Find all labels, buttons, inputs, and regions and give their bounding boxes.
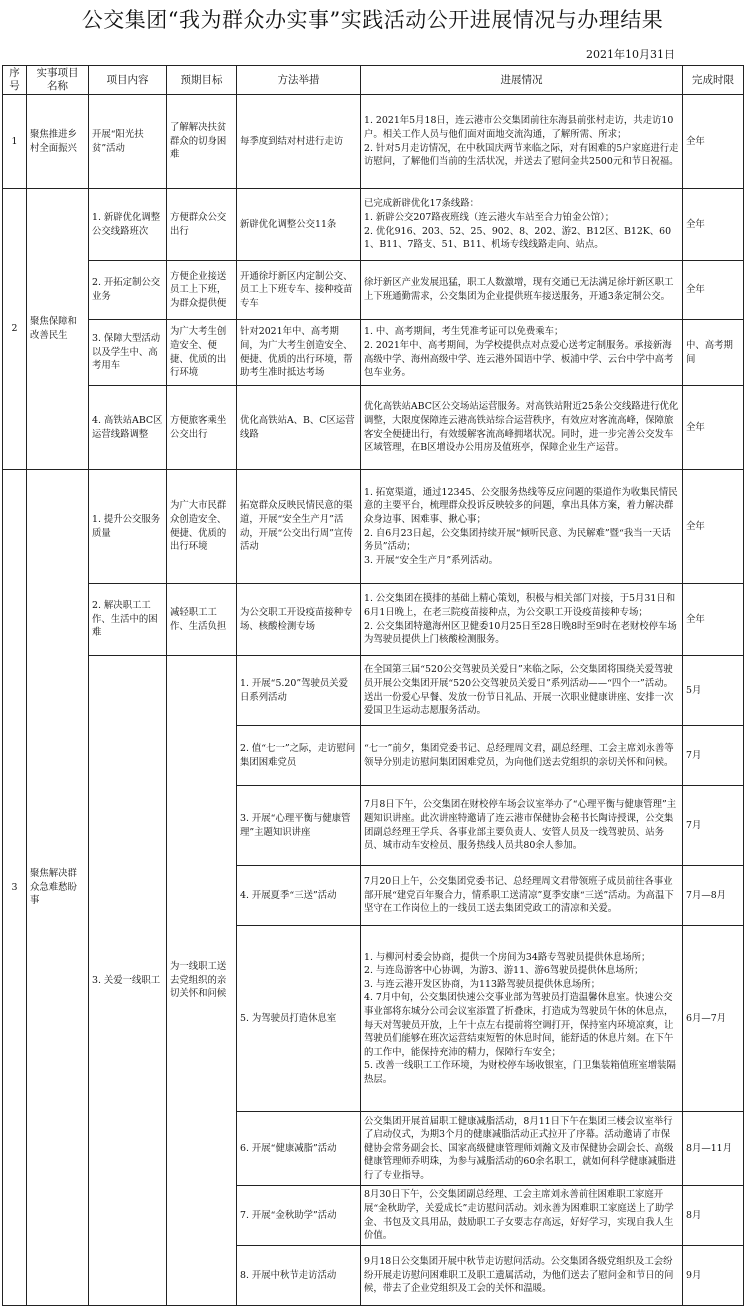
project-method: 3. 开展“心理平衡与健康管理”主题知识讲座 [237,786,361,866]
table-row [3,261,744,320]
header-progress: 进展情况 [361,66,683,95]
project-content: 4. 高铁站ABC区运营线路调整 [89,386,167,470]
header-row [3,66,744,95]
project-progress: 1. 公交集团在摸排的基础上精心策划，积极与相关部门对接，于5月31日和6月1日晚上，在老三院疫苗接种点，为公交职工开设疫苗接种专场； 2. 公交集团特邀海州区卫健委10月25日至28日晚8时至9时在老财校停车场为驾驶员提供上门核酸检测服务。 [361,584,683,656]
project-method: 7. 开展“金秋助学”活动 [237,1186,361,1246]
project-progress: 1. 拓宽渠道，通过12345、公交服务热线等反应问题的渠道作为收集民情民意的主要平台，梳理群众投诉反映较多的问题，拿出具体方案，着力解决群众身边事、困难事、揪心事； 2. 自6月23日起，公交集团持续开展“倾听民意、为民解难”暨“我当一天话务员”活动； 3. 开展“安全生产月”系列活动。 [361,470,683,584]
project-goal: 了解解决扶贫群众的切身困难 [167,95,237,189]
project-goal: 为广大市民群众创造安全、便捷、优质的出行环境 [167,470,237,584]
project-method: 6. 开展“健康减脂”活动 [237,1112,361,1186]
project-method: 5. 为驾驶员打造休息室 [237,926,361,1112]
project-method: 针对2021年中、高考期间，为广大考生创造安全、便捷、优质的出行环境，帮助考生准时抵达考场 [237,320,361,386]
document-date: 2021年10月31日 [586,48,675,61]
progress-table [2,65,744,1306]
project-deadline: 中、高考期间 [683,320,744,386]
project-method: 优化高铁站A、B、C区运营线路 [237,386,361,470]
project-method: 1. 开展“5.20”驾驶员关爱日系列活动 [237,656,361,726]
project-name: 聚焦推进乡村全面振兴 [27,95,89,189]
header-content: 项目内容 [89,66,167,95]
project-progress: 7月20日上午，公交集团党委书记、总经理周文君带领班子成员前往各事业部开展“建党百年聚合力，情系职工送清凉”夏季安康“三送”活动。为高温下坚守在工作岗位上的一线员工送去集团党政工的清凉和关爱。 [361,866,683,926]
project-deadline: 9月 [683,1246,744,1306]
table-row [3,95,744,189]
header-method: 方法举措 [237,66,361,95]
table-row [3,656,744,726]
project-deadline: 全年 [683,386,744,470]
project-deadline: 全年 [683,584,744,656]
project-goal: 减轻职工工作、生活负担 [167,584,237,656]
project-deadline: 全年 [683,470,744,584]
project-deadline: 7月—8月 [683,866,744,926]
project-method: 2. 值“七一”之际，走访慰问集团困难党员 [237,726,361,786]
project-progress: 9月18日公交集团开展中秋节走访慰问活动。公交集团各级党组织及工会纷纷开展走访慰问困难职工及职工遗属活动，为他们送去了慰问金和节日的问候，带去了企业党组织及工会的关怀和温暖。 [361,1246,683,1306]
project-progress: 已完成新辟优化17条线路： 1. 新辟公交207路夜班线（连云港火车站至合力铂金公馆）； 2. 优化916、203、52、25、902、8、202、游2、B12区、B12K、601、B11、7路支、51、B11、机场专线线路走向、站点。 [361,189,683,261]
project-progress: 公交集团开展首届职工健康减脂活动，8月11日下午在集团三楼会议室举行了启动仪式，为期3个月的健康减脂活动正式拉开了序幕。活动邀请了市保健协会常务副会长、国家高级健康管理师刘瀚文及市保健协会副会长、高级健康管理师乔明珠，为参与减脂活动的60余名职工，就如何科学健康减脂进行了专业指导。 [361,1112,683,1186]
project-progress: “七一”前夕，集团党委书记、总经理周文君，副总经理、工会主席刘永善等领导分别走访慰问集团困难党员，为向他们送去党组织的亲切关怀和问候。 [361,726,683,786]
project-content: 1. 新辟优化调整公交线路班次 [89,189,167,261]
project-progress: 1. 中、高考期间，考生凭准考证可以免费乘车； 2. 2021年中、高考期间，为学校提供点对点爱心送考定制服务。承接新海高级中学、海州高级中学、连云港外国语中学、板浦中学、云台中学中高考包车业务。 [361,320,683,386]
table-row [3,584,744,656]
project-progress: 在全国第三届“520公交驾驶员关爱日”来临之际，公交集团将围绕关爱驾驶员开展公交集团开展“520公交驾驶员关爱日”系列活动——“四个一”活动。送出一份爱心早餐、发放一份节日礼品、开展一次职业健康讲座、安排一次爱国卫生运动志愿服务活动。 [361,656,683,726]
project-goal: 方便企业接送员工上下班，为群众提供便 [167,261,237,320]
project-deadline: 8月 [683,1186,744,1246]
project-method: 8. 开展中秋节走访活动 [237,1246,361,1306]
row-no: 3 [3,470,27,1306]
project-content: 3. 保障大型活动以及学生中、高考用车 [89,320,167,386]
table-row [3,386,744,470]
table-row [3,470,744,584]
header-goal: 预期目标 [167,66,237,95]
project-method: 每季度到结对村进行走访 [237,95,361,189]
project-deadline: 7月 [683,726,744,786]
project-method: 新辟优化调整公交11条 [237,189,361,261]
project-content: 2. 解决职工工作、生活中的困难 [89,584,167,656]
header-no: 序号 [3,66,27,95]
project-progress: 1. 与柳河村委会协商，提供一个房间为34路专驾驶员提供休息场所； 2. 与连岛游客中心协调，为游3、游11、游6驾驶员提供休息场所； 3. 与连云港开发区协商，为113路驾驶员提供休息场所； 4. 7月中旬，公交集团快速公交事业部为驾驶员打造温馨休息室。快速公交事业部将东城分公司会议室添置了折叠床，打造成为驾驶员午休的休息点，每天对驾驶员开放，上午十点左右提前将空调打开，保持室内环境凉爽，让驾驶员们能够在班次运营结束短暂的休息时间，能舒适的休息片刻。在下午的工作中，能保持充沛的精力，保障行车安全； 5. 改善一线职工工作环境，为财校停车场收银室，门卫集装箱值班室增装隔热层。 [361,926,683,1112]
project-content: 1. 提升公交服务质量 [89,470,167,584]
project-deadline: 6月—7月 [683,926,744,1112]
table-row [3,320,744,386]
project-goal: 为广大考生创造安全、便捷、优质的出行环境 [167,320,237,386]
project-progress: 7月8日下午，公交集团在财校停车场会议室举办了“心理平衡与健康管理”主题知识讲座。此次讲座特邀请了连云港市保健协会秘书长陶诗授课，公交集团副总经理王学兵、各事业部主要负责人、安管人员及一线驾驶员、站务员、城市动车安检员、服务热线人员共80余人参加。 [361,786,683,866]
project-name: 聚焦解决群众急难愁盼事 [27,470,89,1306]
project-method: 4. 开展夏季“三送”活动 [237,866,361,926]
header-deadline: 完成时限 [683,66,744,95]
project-name: 聚焦保障和改善民生 [27,189,89,470]
project-deadline: 全年 [683,95,744,189]
row-no: 2 [3,189,27,470]
project-progress: 1. 2021年5月18日，连云港市公交集团前往东海县前张村走访，共走访10户。相关工作人员与他们面对面地交流沟通，了解所需、所求； 2. 针对5月走访情况，在中秋国庆两节来临之际，对有困难的5户家庭进行走访慰问，了解他们当前的生活状况，并送去了慰问金共2500元和节日祝福。 [361,95,683,189]
project-deadline: 5月 [683,656,744,726]
project-goal: 方便群众公交出行 [167,189,237,261]
project-deadline: 全年 [683,189,744,261]
document-title: 公交集团“我为群众办实事”实践活动公开进展情况与办理结果 [81,8,664,32]
header-project: 实事项目 名称 [27,66,89,95]
project-progress: 8月30日下午，公交集团副总经理、工会主席刘永善前往困难职工家庭开展“金秋助学，关爱成长”走访慰问活动。刘永善为困难职工家庭送上了助学金、书包及文具用品，鼓励职工子女要志存高远，好好学习，实现自我人生价值。 [361,1186,683,1246]
project-content: 开展“阳光扶贫”活动 [89,95,167,189]
project-method: 开通徐圩新区内定制公交、员工上下班专车、接种疫苗专车 [237,261,361,320]
project-deadline: 全年 [683,261,744,320]
project-deadline: 7月 [683,786,744,866]
project-method: 为公交职工开设疫苗接种专场、核酸检测专场 [237,584,361,656]
project-content: 3. 关爱一线职工 [89,656,167,1306]
project-goal: 方便旅客乘坐公交出行 [167,386,237,470]
row-no: 1 [3,95,27,189]
project-progress: 徐圩新区产业发展迅猛，职工人数激增，现有交通已无法满足徐圩新区职工上下班通勤需求，公交集团为企业提供班车接送服务，开通3条定制公交。 [361,261,683,320]
project-content: 2. 开拓定制公交业务 [89,261,167,320]
project-method: 拓宽群众反映民情民意的渠道，开展“安全生产月”活动，开展“公交出行周”宣传活动 [237,470,361,584]
project-deadline: 8月—11月 [683,1112,744,1186]
table-row [3,189,744,261]
project-goal: 为一线职工送去党组织的亲切关怀和问候 [167,656,237,1306]
project-progress: 优化高铁站ABC区公交场站运营服务。对高铁站附近25条公交线路进行优化调整，大限度保障连云港高铁站综合运营秩序，有效应对客流高峰，保障旅客安全便捷出行，有效缓解客流高峰拥堵状况。同时，进一步完善公交发车区域管理，在B区增设办公用房及值班亭，保障企业生产运营。 [361,386,683,470]
